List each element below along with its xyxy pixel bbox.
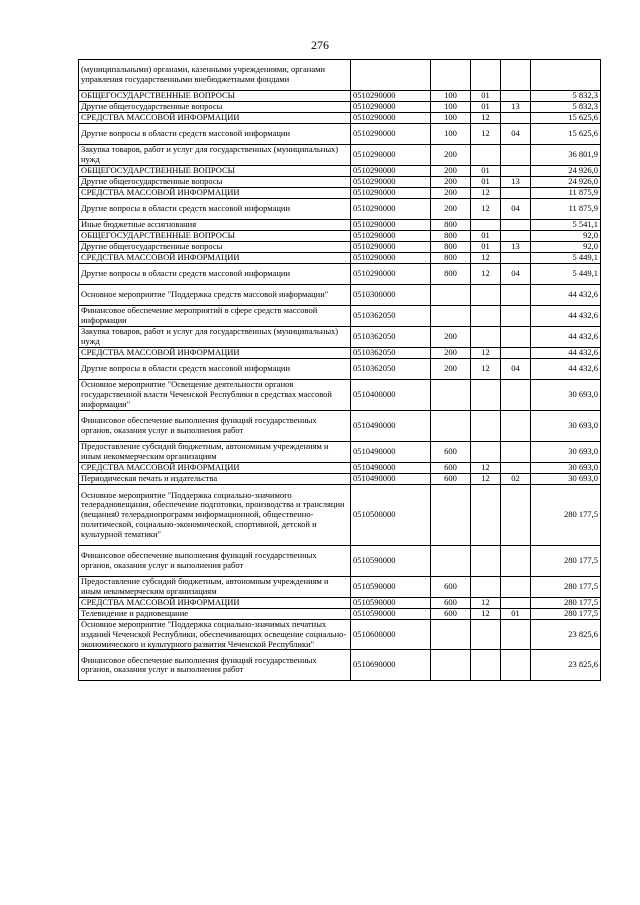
row-section-cell: 12 bbox=[471, 598, 501, 609]
row-sum-cell: 5 541,1 bbox=[531, 220, 601, 231]
row-sum-cell bbox=[531, 60, 601, 91]
row-name-cell: (муниципальными) органами, казенными учреждениями, органами управления государственными внебюджетными фондами bbox=[79, 60, 351, 91]
row-expense-type-cell: 800 bbox=[431, 220, 471, 231]
row-section-cell bbox=[471, 411, 501, 442]
page-number: 276 bbox=[311, 38, 329, 52]
row-name-cell: Финансовое обеспечение выполнения функций государственных органов, оказания услуг и выполнения работ bbox=[79, 650, 351, 681]
row-section-cell bbox=[471, 485, 501, 546]
row-code-cell: 0510290000 bbox=[351, 199, 431, 220]
table-row bbox=[79, 188, 601, 199]
row-subsection-cell bbox=[501, 60, 531, 91]
table-row bbox=[79, 485, 601, 546]
row-expense-type-cell: 200 bbox=[431, 348, 471, 359]
row-sum-cell: 23 825,6 bbox=[531, 620, 601, 650]
row-sum-cell: 11 875,9 bbox=[531, 188, 601, 199]
table-row bbox=[79, 113, 601, 124]
row-sum-cell: 11 875,9 bbox=[531, 199, 601, 220]
row-expense-type-cell: 200 bbox=[431, 177, 471, 188]
table-row bbox=[79, 577, 601, 598]
row-section-cell bbox=[471, 145, 501, 166]
row-sum-cell: 5 449,1 bbox=[531, 264, 601, 285]
row-section-cell: 01 bbox=[471, 231, 501, 242]
table-row bbox=[79, 166, 601, 177]
row-code-cell: 0510290000 bbox=[351, 264, 431, 285]
row-section-cell: 12 bbox=[471, 199, 501, 220]
row-section-cell: 01 bbox=[471, 242, 501, 253]
budget-table bbox=[78, 59, 601, 681]
row-name-cell: Другие общегосударственные вопросы bbox=[79, 102, 351, 113]
row-sum-cell: 280 177,5 bbox=[531, 609, 601, 620]
row-code-cell: 0510590000 bbox=[351, 609, 431, 620]
row-expense-type-cell bbox=[431, 285, 471, 306]
row-sum-cell: 280 177,5 bbox=[531, 485, 601, 546]
row-expense-type-cell: 200 bbox=[431, 327, 471, 348]
row-code-cell: 0510290000 bbox=[351, 242, 431, 253]
row-subsection-cell bbox=[501, 463, 531, 474]
row-sum-cell: 5 449,1 bbox=[531, 253, 601, 264]
table-row bbox=[79, 285, 601, 306]
row-sum-cell: 15 625,6 bbox=[531, 113, 601, 124]
row-subsection-cell bbox=[501, 577, 531, 598]
table-row bbox=[79, 60, 601, 91]
row-code-cell: 0510290000 bbox=[351, 91, 431, 102]
row-expense-type-cell: 600 bbox=[431, 598, 471, 609]
table-row bbox=[79, 242, 601, 253]
row-subsection-cell bbox=[501, 442, 531, 463]
row-sum-cell: 280 177,5 bbox=[531, 577, 601, 598]
row-section-cell: 01 bbox=[471, 166, 501, 177]
row-section-cell bbox=[471, 285, 501, 306]
row-sum-cell: 280 177,5 bbox=[531, 546, 601, 577]
row-sum-cell: 15 625,6 bbox=[531, 124, 601, 145]
row-sum-cell: 92,0 bbox=[531, 242, 601, 253]
table-row bbox=[79, 124, 601, 145]
row-section-cell: 12 bbox=[471, 188, 501, 199]
row-section-cell: 12 bbox=[471, 348, 501, 359]
row-sum-cell: 36 801,9 bbox=[531, 145, 601, 166]
row-name-cell: Основное мероприятие "Поддержка социально-значимого телерадиовещания, обеспечение подготовки, производства и трансляции (вещания0 телерадиопрограмм информационной, общественно-политической, социально-экономической, спортивной, детской и культурной тематики" bbox=[79, 485, 351, 546]
row-name-cell: Основное мероприятие "Поддержка социально-значимых печатных изданий Чеченской Республики, обеспечивающих освещение социально-экономического и культурного развития Чеченской Республики" bbox=[79, 620, 351, 650]
row-name-cell: Основное мероприятие "Поддержка средств массовой информации" bbox=[79, 285, 351, 306]
row-expense-type-cell bbox=[431, 485, 471, 546]
row-name-cell: СРЕДСТВА МАССОВОЙ ИНФОРМАЦИИ bbox=[79, 348, 351, 359]
row-code-cell: 0510290000 bbox=[351, 253, 431, 264]
row-name-cell: Другие вопросы в области средств массовой информации bbox=[79, 124, 351, 145]
row-code-cell: 0510290000 bbox=[351, 102, 431, 113]
row-expense-type-cell: 800 bbox=[431, 264, 471, 285]
table-row bbox=[79, 380, 601, 411]
row-name-cell: Закупка товаров, работ и услуг для государственных (муниципальных) нужд bbox=[79, 145, 351, 166]
row-section-cell: 12 bbox=[471, 264, 501, 285]
row-subsection-cell bbox=[501, 166, 531, 177]
row-section-cell: 01 bbox=[471, 91, 501, 102]
row-name-cell: Другие общегосударственные вопросы bbox=[79, 242, 351, 253]
table-row bbox=[79, 199, 601, 220]
row-sum-cell: 24 926,0 bbox=[531, 177, 601, 188]
row-expense-type-cell: 100 bbox=[431, 91, 471, 102]
row-name-cell: Периодическая печать и издательства bbox=[79, 474, 351, 485]
row-code-cell: 0510362050 bbox=[351, 306, 431, 327]
row-code-cell: 0510290000 bbox=[351, 231, 431, 242]
row-subsection-cell bbox=[501, 145, 531, 166]
row-code-cell: 0510590000 bbox=[351, 577, 431, 598]
row-subsection-cell bbox=[501, 91, 531, 102]
row-sum-cell: 92,0 bbox=[531, 231, 601, 242]
table-row bbox=[79, 177, 601, 188]
budget-table-body bbox=[79, 60, 601, 681]
row-expense-type-cell: 100 bbox=[431, 124, 471, 145]
table-row bbox=[79, 231, 601, 242]
row-code-cell: 0510600000 bbox=[351, 620, 431, 650]
row-code-cell: 0510490000 bbox=[351, 474, 431, 485]
table-row bbox=[79, 650, 601, 681]
row-name-cell: Предоставление субсидий бюджетным, автономным учреждениям и иным некоммерческим организациям bbox=[79, 577, 351, 598]
table-row bbox=[79, 474, 601, 485]
row-code-cell: 0510690000 bbox=[351, 650, 431, 681]
row-expense-type-cell: 200 bbox=[431, 188, 471, 199]
table-row bbox=[79, 102, 601, 113]
table-row bbox=[79, 264, 601, 285]
row-expense-type-cell bbox=[431, 411, 471, 442]
row-subsection-cell bbox=[501, 546, 531, 577]
row-subsection-cell bbox=[501, 253, 531, 264]
table-row bbox=[79, 442, 601, 463]
row-section-cell: 01 bbox=[471, 102, 501, 113]
row-expense-type-cell: 200 bbox=[431, 359, 471, 380]
row-subsection-cell bbox=[501, 620, 531, 650]
row-sum-cell: 30 693,0 bbox=[531, 474, 601, 485]
row-expense-type-cell: 600 bbox=[431, 474, 471, 485]
row-expense-type-cell bbox=[431, 650, 471, 681]
row-code-cell: 0510490000 bbox=[351, 463, 431, 474]
row-expense-type-cell: 100 bbox=[431, 113, 471, 124]
row-subsection-cell bbox=[501, 220, 531, 231]
row-name-cell: Основное мероприятие "Освещение деятельности органов государственной власти Чеченской Республики в средствах массовой информации" bbox=[79, 380, 351, 411]
row-code-cell: 0510290000 bbox=[351, 166, 431, 177]
row-code-cell: 0510290000 bbox=[351, 188, 431, 199]
row-code-cell: 0510362050 bbox=[351, 359, 431, 380]
row-expense-type-cell: 800 bbox=[431, 253, 471, 264]
row-section-cell bbox=[471, 60, 501, 91]
row-name-cell: Другие общегосударственные вопросы bbox=[79, 177, 351, 188]
row-sum-cell: 30 693,0 bbox=[531, 380, 601, 411]
row-code-cell: 0510500000 bbox=[351, 485, 431, 546]
row-name-cell: ОБЩЕГОСУДАРСТВЕННЫЕ ВОПРОСЫ bbox=[79, 166, 351, 177]
row-sum-cell: 5 832,3 bbox=[531, 91, 601, 102]
row-expense-type-cell: 100 bbox=[431, 102, 471, 113]
row-expense-type-cell: 200 bbox=[431, 199, 471, 220]
row-section-cell: 12 bbox=[471, 609, 501, 620]
row-sum-cell: 30 693,0 bbox=[531, 411, 601, 442]
row-section-cell bbox=[471, 327, 501, 348]
row-subsection-cell bbox=[501, 485, 531, 546]
table-row bbox=[79, 463, 601, 474]
table-row bbox=[79, 306, 601, 327]
row-name-cell: ОБЩЕГОСУДАРСТВЕННЫЕ ВОПРОСЫ bbox=[79, 91, 351, 102]
row-code-cell: 0510290000 bbox=[351, 220, 431, 231]
row-name-cell: СРЕДСТВА МАССОВОЙ ИНФОРМАЦИИ bbox=[79, 188, 351, 199]
row-section-cell: 12 bbox=[471, 113, 501, 124]
row-subsection-cell bbox=[501, 598, 531, 609]
row-code-cell: 0510400000 bbox=[351, 380, 431, 411]
table-row bbox=[79, 91, 601, 102]
row-subsection-cell: 04 bbox=[501, 264, 531, 285]
row-name-cell: Закупка товаров, работ и услуг для государственных (муниципальных) нужд bbox=[79, 327, 351, 348]
row-sum-cell: 30 693,0 bbox=[531, 463, 601, 474]
row-name-cell: Иные бюджетные ассигнования bbox=[79, 220, 351, 231]
row-expense-type-cell: 600 bbox=[431, 577, 471, 598]
row-sum-cell: 44 432,6 bbox=[531, 359, 601, 380]
row-expense-type-cell: 800 bbox=[431, 242, 471, 253]
row-name-cell: Финансовое обеспечение мероприятий в сфере средств массовой информации bbox=[79, 306, 351, 327]
row-sum-cell: 5 832,3 bbox=[531, 102, 601, 113]
row-subsection-cell bbox=[501, 188, 531, 199]
table-row bbox=[79, 598, 601, 609]
row-subsection-cell bbox=[501, 231, 531, 242]
row-expense-type-cell bbox=[431, 620, 471, 650]
row-expense-type-cell bbox=[431, 306, 471, 327]
table-row bbox=[79, 145, 601, 166]
row-subsection-cell: 13 bbox=[501, 242, 531, 253]
row-name-cell: ОБЩЕГОСУДАРСТВЕННЫЕ ВОПРОСЫ bbox=[79, 231, 351, 242]
row-section-cell: 12 bbox=[471, 253, 501, 264]
row-expense-type-cell: 800 bbox=[431, 231, 471, 242]
row-name-cell: Другие вопросы в области средств массовой информации bbox=[79, 199, 351, 220]
row-subsection-cell bbox=[501, 411, 531, 442]
row-subsection-cell: 04 bbox=[501, 199, 531, 220]
row-subsection-cell bbox=[501, 113, 531, 124]
row-section-cell bbox=[471, 442, 501, 463]
row-section-cell: 12 bbox=[471, 463, 501, 474]
row-subsection-cell: 02 bbox=[501, 474, 531, 485]
row-sum-cell: 44 432,6 bbox=[531, 285, 601, 306]
row-subsection-cell: 13 bbox=[501, 102, 531, 113]
row-name-cell: СРЕДСТВА МАССОВОЙ ИНФОРМАЦИИ bbox=[79, 463, 351, 474]
row-section-cell bbox=[471, 380, 501, 411]
table-row bbox=[79, 327, 601, 348]
row-name-cell: Финансовое обеспечение выполнения функций государственных органов, оказания услуг и выполнения работ bbox=[79, 411, 351, 442]
row-section-cell bbox=[471, 650, 501, 681]
row-code-cell: 0510290000 bbox=[351, 177, 431, 188]
row-sum-cell: 44 432,6 bbox=[531, 327, 601, 348]
table-row bbox=[79, 220, 601, 231]
table-row bbox=[79, 609, 601, 620]
row-section-cell bbox=[471, 306, 501, 327]
row-expense-type-cell: 600 bbox=[431, 609, 471, 620]
row-subsection-cell bbox=[501, 306, 531, 327]
row-name-cell: Другие вопросы в области средств массовой информации bbox=[79, 359, 351, 380]
row-sum-cell: 280 177,5 bbox=[531, 598, 601, 609]
table-row bbox=[79, 348, 601, 359]
row-expense-type-cell: 200 bbox=[431, 166, 471, 177]
row-name-cell: Предоставление субсидий бюджетным, автономным учреждениям и иным некоммерческим организациям bbox=[79, 442, 351, 463]
row-section-cell: 12 bbox=[471, 124, 501, 145]
row-code-cell: 0510290000 bbox=[351, 113, 431, 124]
table-row bbox=[79, 359, 601, 380]
row-subsection-cell bbox=[501, 327, 531, 348]
row-code-cell bbox=[351, 60, 431, 91]
row-expense-type-cell: 600 bbox=[431, 442, 471, 463]
row-section-cell bbox=[471, 577, 501, 598]
row-subsection-cell bbox=[501, 380, 531, 411]
row-name-cell: Телевидение и радиовещание bbox=[79, 609, 351, 620]
row-name-cell: Другие вопросы в области средств массовой информации bbox=[79, 264, 351, 285]
row-subsection-cell bbox=[501, 650, 531, 681]
row-subsection-cell: 04 bbox=[501, 124, 531, 145]
row-sum-cell: 44 432,6 bbox=[531, 348, 601, 359]
row-name-cell: Финансовое обеспечение выполнения функций государственных органов, оказания услуг и выполнения работ bbox=[79, 546, 351, 577]
row-code-cell: 0510590000 bbox=[351, 598, 431, 609]
row-code-cell: 0510300000 bbox=[351, 285, 431, 306]
row-subsection-cell bbox=[501, 285, 531, 306]
row-subsection-cell bbox=[501, 348, 531, 359]
row-expense-type-cell bbox=[431, 546, 471, 577]
row-sum-cell: 44 432,6 bbox=[531, 306, 601, 327]
row-code-cell: 0510290000 bbox=[351, 124, 431, 145]
row-code-cell: 0510590000 bbox=[351, 546, 431, 577]
row-section-cell: 12 bbox=[471, 474, 501, 485]
row-sum-cell: 30 693,0 bbox=[531, 442, 601, 463]
row-code-cell: 0510362050 bbox=[351, 348, 431, 359]
row-expense-type-cell bbox=[431, 380, 471, 411]
row-name-cell: СРЕДСТВА МАССОВОЙ ИНФОРМАЦИИ bbox=[79, 113, 351, 124]
table-row bbox=[79, 411, 601, 442]
row-expense-type-cell: 600 bbox=[431, 463, 471, 474]
row-sum-cell: 23 825,6 bbox=[531, 650, 601, 681]
row-name-cell: СРЕДСТВА МАССОВОЙ ИНФОРМАЦИИ bbox=[79, 598, 351, 609]
row-subsection-cell: 01 bbox=[501, 609, 531, 620]
row-expense-type-cell bbox=[431, 60, 471, 91]
row-expense-type-cell: 200 bbox=[431, 145, 471, 166]
row-subsection-cell: 13 bbox=[501, 177, 531, 188]
row-subsection-cell: 04 bbox=[501, 359, 531, 380]
row-code-cell: 0510490000 bbox=[351, 411, 431, 442]
table-row bbox=[79, 620, 601, 650]
row-code-cell: 0510362050 bbox=[351, 327, 431, 348]
table-row bbox=[79, 546, 601, 577]
row-code-cell: 0510290000 bbox=[351, 145, 431, 166]
table-row bbox=[79, 253, 601, 264]
row-section-cell bbox=[471, 546, 501, 577]
row-section-cell bbox=[471, 620, 501, 650]
row-section-cell: 01 bbox=[471, 177, 501, 188]
row-code-cell: 0510490000 bbox=[351, 442, 431, 463]
row-name-cell: СРЕДСТВА МАССОВОЙ ИНФОРМАЦИИ bbox=[79, 253, 351, 264]
row-section-cell: 12 bbox=[471, 359, 501, 380]
row-section-cell bbox=[471, 220, 501, 231]
row-sum-cell: 24 926,0 bbox=[531, 166, 601, 177]
